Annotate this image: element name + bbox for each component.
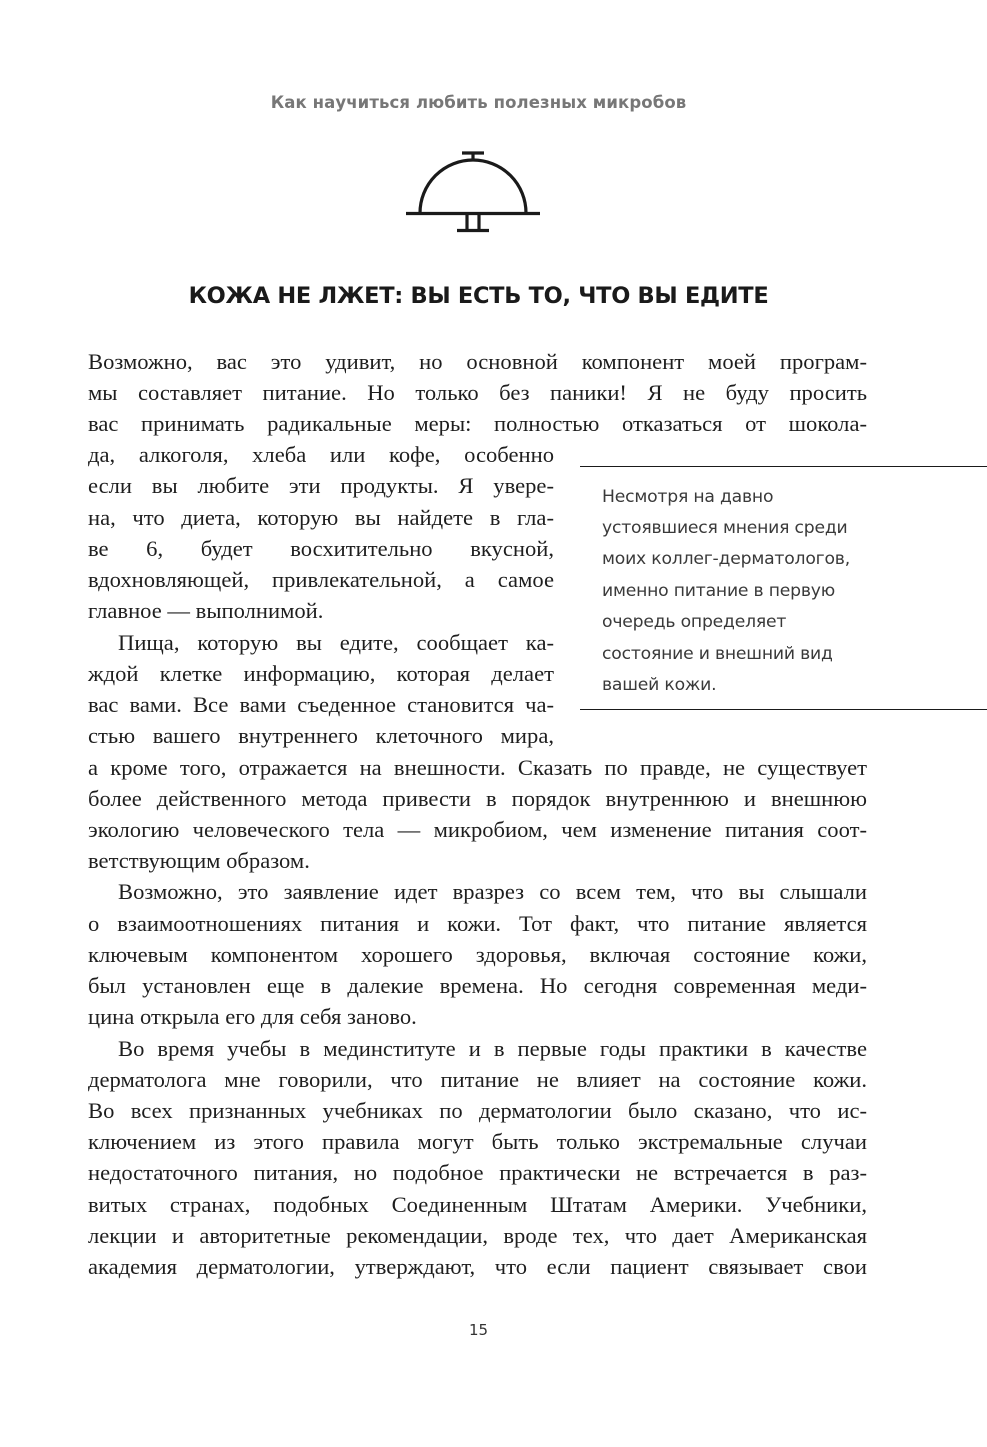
text-line: ключевым компонентом хорошего здоровья, включая состояние кожи, [88, 942, 867, 967]
text-line: Во время учебы в мединституте и в первые годы практики в качестве [118, 1036, 867, 1061]
pull-quote-bottom-rule [580, 709, 987, 710]
pull-quote-line: именно питание в первую [602, 581, 836, 601]
chapter-title: КОЖА НЕ ЛЖЕТ: ВЫ ЕСТЬ ТО, ЧТО ВЫ ЕДИТЕ [188, 283, 769, 309]
text-line: дерматолога мне говорили, что питание не влияет на состояние кожи. [88, 1067, 867, 1092]
pull-quote-top-rule [580, 466, 987, 467]
text-line: на, что диета, которую вы найдете в гла- [88, 505, 554, 530]
page-number: 15 [468, 1321, 489, 1339]
text-line: более действенного метода привести в порядок внутреннюю и внешнюю [88, 786, 867, 811]
text-line: лекции и авторитетные рекомендации, вроде тех, что дает Американская [88, 1223, 867, 1248]
text-line: академия дерматологии, утверждают, что если пациент связывает свои [88, 1254, 867, 1279]
text-line: ве 6, будет восхитительно вкусной, [88, 536, 554, 561]
text-line: экологию человеческого тела — микробиом, чем изменение питания соот- [88, 817, 867, 842]
text-line: ждой клетке информацию, которая делает [88, 661, 554, 686]
pull-quote-line: моих коллег-дерматологов, [602, 549, 850, 569]
pull-quote-line: состояние и внешний вид [602, 644, 833, 664]
text-line: вдохновляющей, привлекательной, а самое [88, 567, 554, 592]
text-line: о взаимоотношениях питания и кожи. Тот факт, что питание является [88, 911, 867, 936]
text-line: витых странах, подобных Соединенным Штатам Америки. Учебники, [88, 1192, 867, 1217]
text-line: цина открыла его для себя заново. [88, 1004, 417, 1029]
text-line: а кроме того, отражается на внешности. Сказать по правде, не существует [88, 755, 867, 780]
text-line: стью вашего внутреннего клеточного мира, [88, 723, 554, 748]
text-line: Пища, которую вы едите, сообщает ка- [118, 630, 554, 655]
text-line: был установлен еще в далекие времена. Но сегодня современная меди- [88, 973, 867, 998]
text-line: ключением из этого правила могут быть только экстремальные случаи [88, 1129, 867, 1154]
text-line: если вы любите эти продукты. Я увере- [88, 473, 554, 498]
text-line: недостаточного питания, но подобное практически не встречается в раз- [88, 1160, 867, 1185]
pull-quote-line: очередь определяет [602, 612, 787, 632]
text-line: мы составляет питание. Но только без паники! Я не буду просить [88, 380, 867, 405]
pull-quote-line: устоявшиеся мнения среди [602, 518, 848, 538]
running-head: Как научиться любить полезных микробов [270, 93, 687, 112]
text-line: Во всех признанных учебниках по дерматологии было сказано, что ис- [88, 1098, 867, 1123]
cloche-icon [404, 150, 542, 234]
text-line: вас вами. Все вами съеденное становится ча- [88, 692, 554, 717]
pull-quote-line: вашей кожи. [602, 675, 717, 695]
text-line: да, алкоголя, хлеба или кофе, особенно [88, 442, 554, 467]
text-line: Возможно, это заявление идет вразрез со всем тем, что вы слышали [118, 879, 867, 904]
pull-quote-line: Несмотря на давно [602, 487, 774, 507]
text-line: ветствующим образом. [88, 848, 310, 873]
text-line: вас принимать радикальные меры: полностью отказаться от шокола- [88, 411, 867, 436]
text-line: Возможно, вас это удивит, но основной компонент моей програм- [88, 349, 867, 374]
text-line: главное — выполнимой. [88, 598, 324, 623]
